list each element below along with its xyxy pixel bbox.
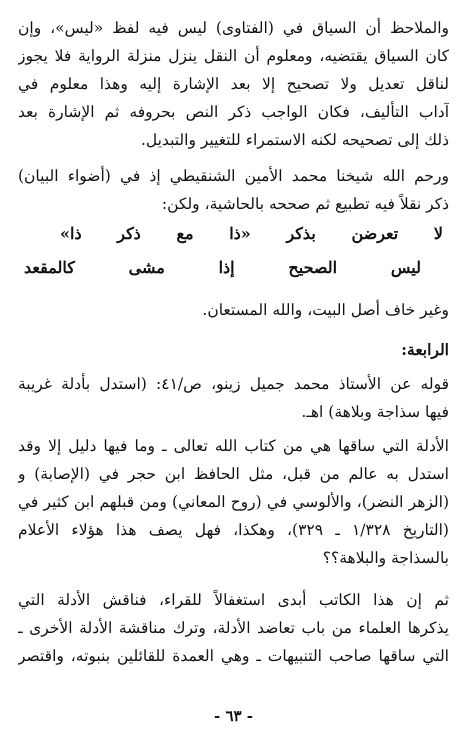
text-line: (التاريخ ١/٣٢٨ ـ ٣٢٩)، وهكذا، فهل يصف هذا هؤلاء الأعلام	[18, 521, 449, 539]
text-line: لناقل تعديل ولا تصحيح إلا بعد الإشارة إليه وهذا معلوم في	[18, 75, 449, 93]
verse-line: لا تعرضن بذكر «ذا مع ذكر ذا»	[60, 224, 443, 243]
text-line: قوله عن الأستاذ محمد جميل زينو، ص/٤١: (استدل بأدلة غريبة	[18, 375, 449, 393]
text-line: ثم إن هذا الكاتب أبدى استغفالاً للقراء، فناقش الأدلة التي	[18, 591, 449, 609]
text-line: والملاحظ أن السياق في (الفتاوى) ليس فيه لفظ «ليس»، وإن	[18, 19, 449, 37]
text-line: (الزهر النضر)، والألوسي في (روح المعاني) ومن قبلهم ابن كثير في	[18, 493, 449, 511]
text-line: فيها سذاجة وبلاهة) اهـ.	[301, 403, 449, 421]
text-line: ورحم الله شيخنا محمد الأمين الشنقيطي إذ في (أضواء البيان)	[18, 167, 449, 185]
section-heading: الرابعة:	[401, 340, 449, 359]
text-line: كان السياق يقتضيه، ومعلوم أن النقل ينزل منزلة الرواية فلا يجوز	[18, 47, 449, 65]
text-line: ذكر نقلاً فيه تطبيع ثم صححه بالحاشية، ولكن:	[161, 195, 449, 213]
page-number: - ٦٣ -	[213, 707, 254, 725]
text-line: بالسذاجة والبلاهة؟؟	[322, 549, 449, 567]
verse-line: ليس الصحيح إذا مشى كالمقعد	[24, 258, 421, 277]
text-line: آداب التأليف، فكان الواجب ذكر النص بحروفه ثم الإشارة بعد	[18, 103, 449, 121]
text-line: التي ساقها صاحب التنبيهات ـ وهي العمدة للقائلين بنبوته، واقتصر	[18, 647, 449, 665]
text-line: ذلك إلى تصحيحه لكنه الاستمراء للتغيير والتبديل.	[140, 131, 449, 149]
text-line: استدل به عالم من قبل، مثل الحافظ ابن حجر في (الإصابة) و	[18, 465, 449, 483]
text-line: الأدلة التي ساقها هي من كتاب الله تعالى ـ وما فيها دليل إلا وقد	[18, 437, 449, 455]
text-line: وغير خاف أصل البيت، والله المستعان.	[202, 301, 449, 319]
text-line: يذكرها العلماء من باب تعاضد الأدلة، وترك مناقشة الأدلة الأخرى ـ	[18, 619, 449, 637]
